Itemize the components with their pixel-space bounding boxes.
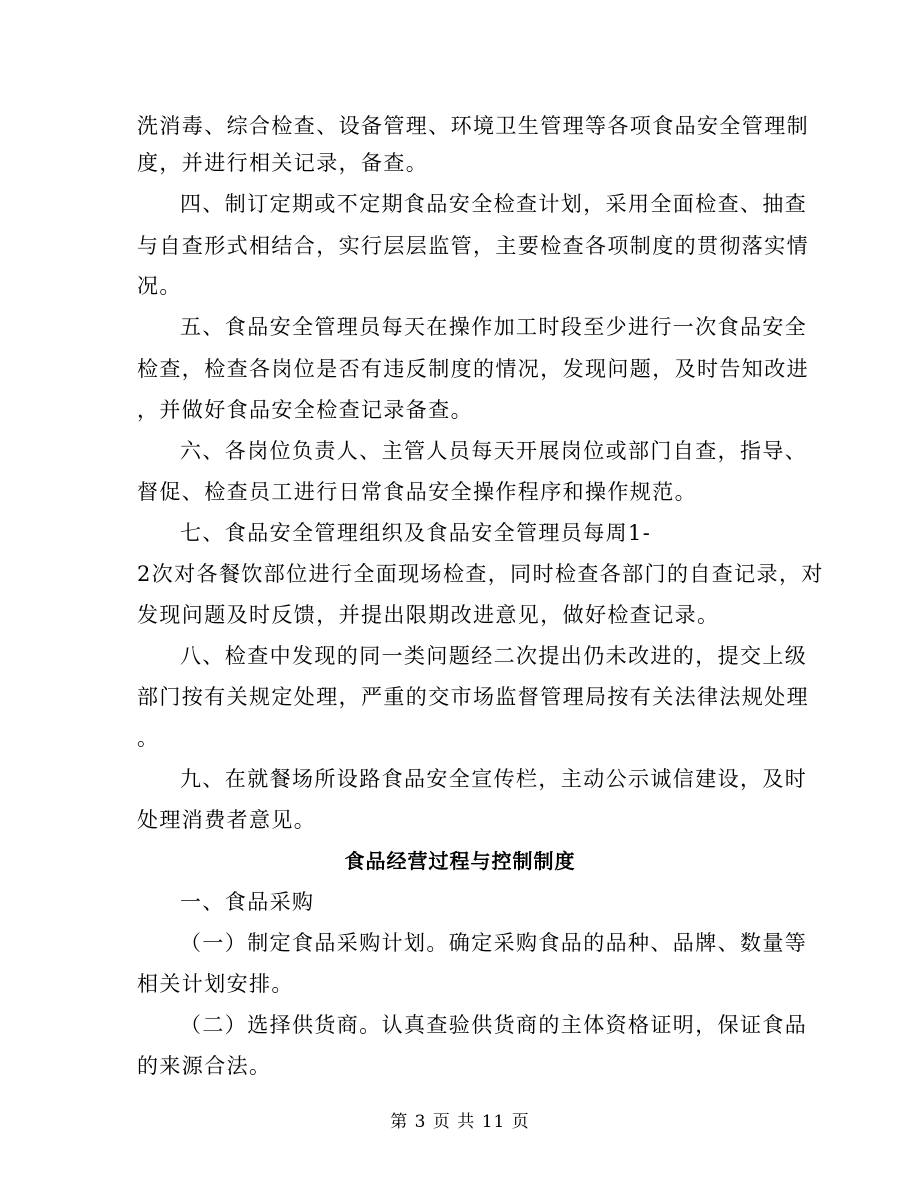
section-title: 食品经营过程与控制制度 [344, 849, 576, 873]
paragraph-line: 一、食品采购 [180, 890, 315, 914]
body-line: 检查，检查各岗位是否有违反制度的情况，发现问题，及时告知改进 [137, 357, 809, 381]
body-line: 2次对各餐饮部位进行全面现场检查，同时检查各部门的自查记录，对 [137, 562, 824, 586]
body-line: 的来源合法。 [137, 1054, 272, 1078]
paragraph-line: （一）制定食品采购计划。确定采购食品的品种、品牌、数量等 [180, 931, 808, 955]
paragraph-line: 七、食品安全管理组织及食品安全管理员每周1- [180, 521, 652, 545]
body-line: 洗消毒、综合检查、设备管理、环境卫生管理等各项食品安全管理制 [137, 114, 809, 138]
body-line: 况。 [137, 274, 182, 298]
page-footer: 第 3 页 共 11 页 [390, 1112, 530, 1132]
body-line: 处理消费者意见。 [137, 808, 317, 832]
body-line: 部门按有关规定处理，严重的交市场监督管理局按有关法律法规处理 [137, 685, 809, 709]
body-line: 度，并进行相关记录，备查。 [137, 151, 429, 175]
body-line: 发现问题及时反馈，并提出限期改进意见，做好检查记录。 [137, 603, 720, 627]
body-line: 。 [137, 726, 160, 750]
paragraph-line: （二）选择供货商。认真查验供货商的主体资格证明，保证食品 [180, 1013, 808, 1037]
paragraph-line: 九、在就餐场所设路食品安全宣传栏，主动公示诚信建设，及时 [180, 767, 808, 791]
body-line: 与自查形式相结合，实行层层监管，主要检查各项制度的贯彻落实情 [137, 234, 809, 258]
paragraph-line: 六、各岗位负责人、主管人员每天开展岗位或部门自查，指导、 [180, 439, 808, 463]
body-line: ，并做好食品安全检查记录备查。 [137, 398, 473, 422]
body-line: 督促、检查员工进行日常食品安全操作程序和操作规范。 [137, 480, 697, 504]
paragraph-line: 四、制订定期或不定期食品安全检查计划，采用全面检查、抽查 [180, 192, 808, 216]
paragraph-line: 五、食品安全管理员每天在操作加工时段至少进行一次食品安全 [180, 315, 808, 339]
body-line: 相关计划安排。 [137, 972, 294, 996]
paragraph-line: 八、检查中发现的同一类问题经二次提出仍未改进的，提交上级 [180, 644, 808, 668]
